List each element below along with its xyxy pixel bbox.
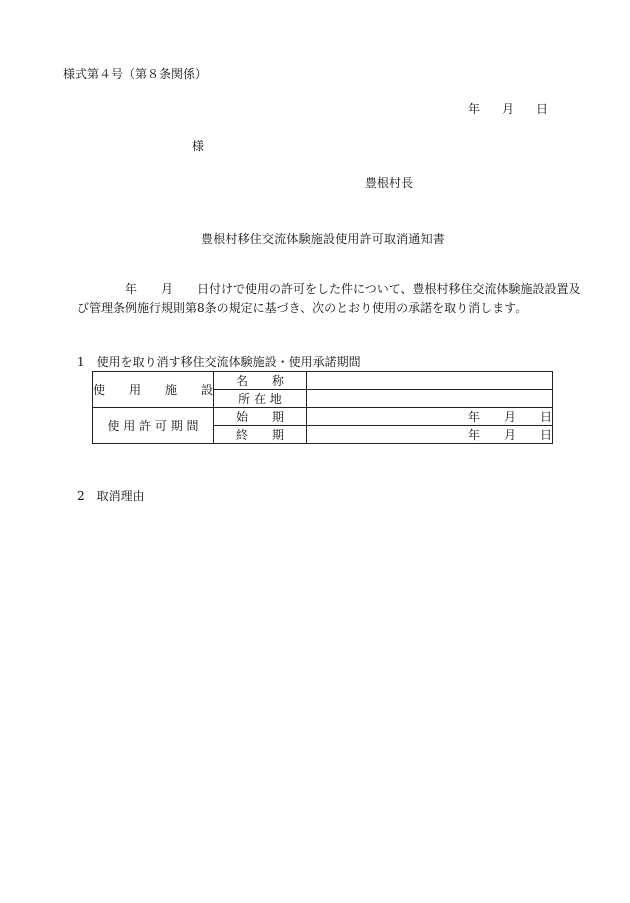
table-row: [93, 408, 553, 426]
issue-date: [468, 102, 548, 116]
period-label: 使 用 許 可 期 間: [93, 408, 214, 444]
date-day: 日: [536, 102, 549, 116]
form-number: 様式第４号（第８条関係）: [63, 67, 208, 81]
document-title: 豊根村移住交流体験施設使用許可取消通知書: [201, 232, 446, 246]
sender: 豊根村長: [365, 176, 414, 190]
date-month: 月: [502, 102, 515, 116]
table-row: [93, 372, 553, 390]
body-line-1: 年 月 日付けで使用の許可をした件について、豊根村移住交流体験施設設置及: [125, 282, 581, 296]
start-date-value: 年 月 日: [307, 408, 553, 426]
facility-label: 使 用 施 設: [93, 372, 214, 408]
name-label: 名 称: [214, 372, 307, 390]
date-year: 年: [468, 102, 481, 116]
start-label: 始 期: [214, 408, 307, 426]
location-label: 所 在 地: [214, 390, 307, 408]
location-value: [307, 390, 553, 408]
body-line-2: び管理条例施行規則第8条の規定に基づき、次のとおり使用の承諾を取り消します。: [77, 301, 528, 315]
facility-period-table: [92, 371, 553, 444]
addressee: 様: [192, 139, 205, 153]
section-2-heading: 2 取消理由: [77, 489, 145, 503]
end-date-value: 年 月 日: [307, 426, 553, 444]
end-label: 終 期: [214, 426, 307, 444]
section-1-heading: 1 使用を取り消す移住交流体験施設・使用承諾期間: [77, 355, 361, 369]
name-value: [307, 372, 553, 390]
